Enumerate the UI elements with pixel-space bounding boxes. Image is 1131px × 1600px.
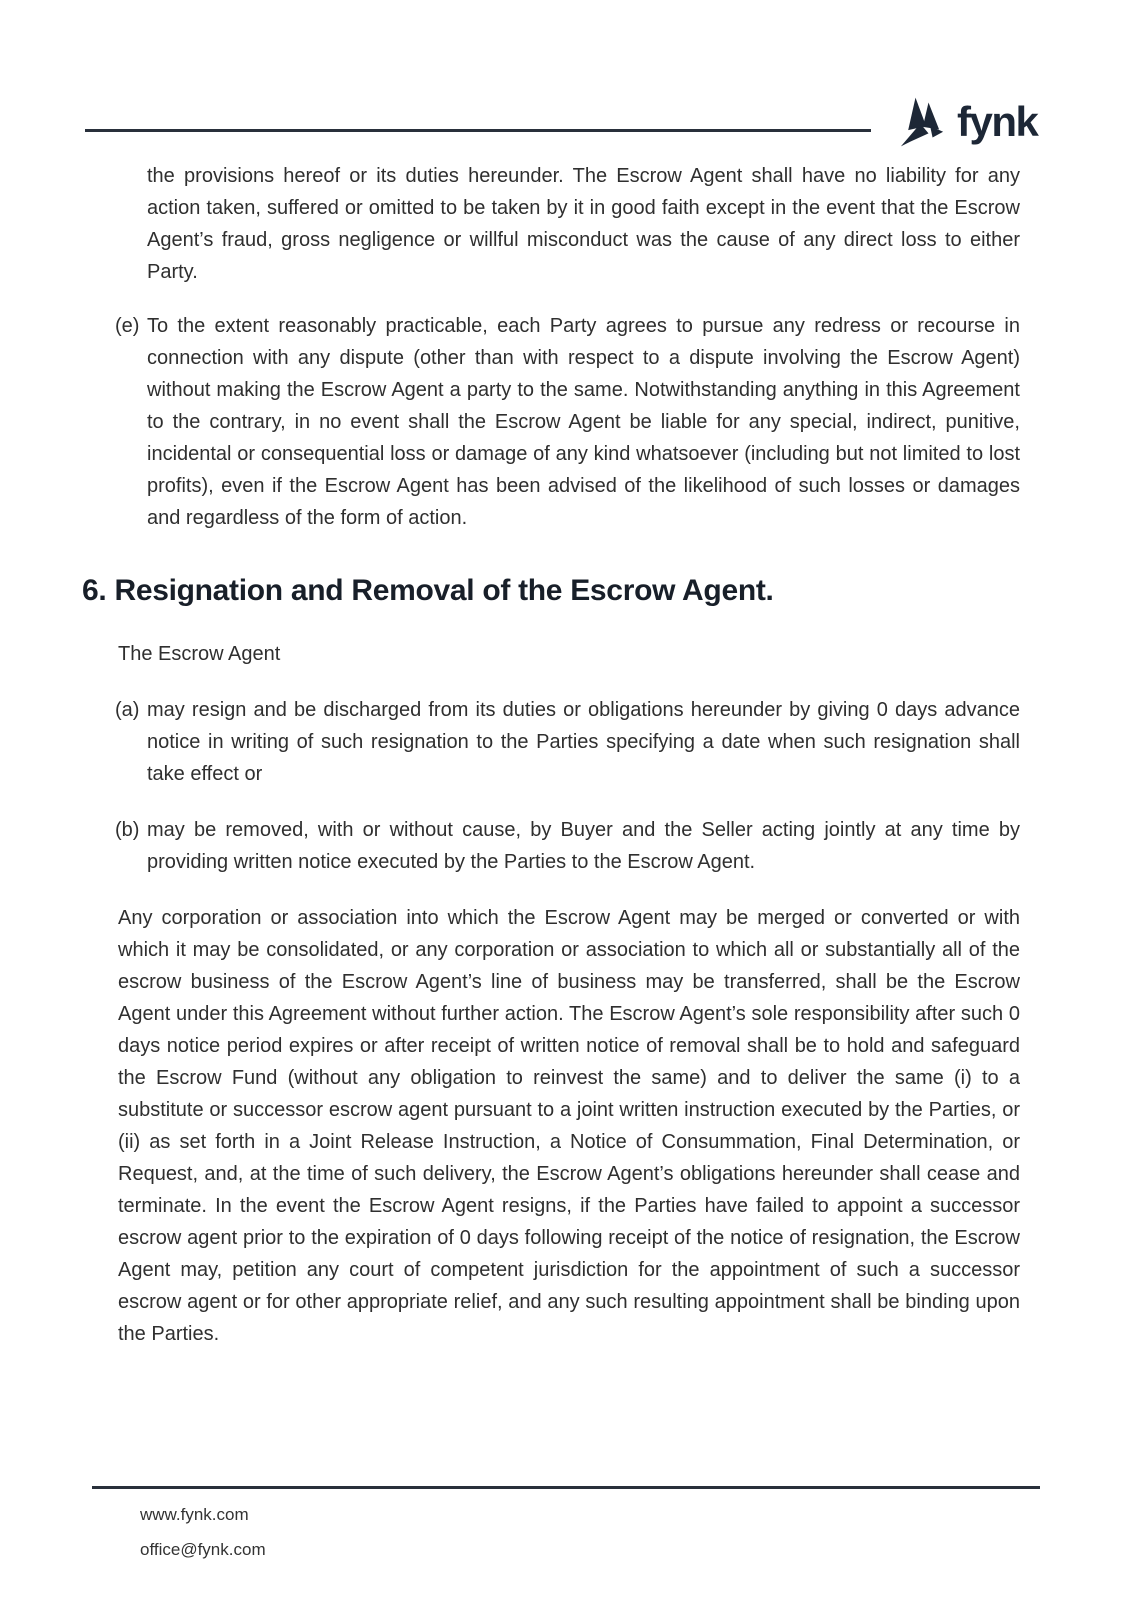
sub-intro-text: The Escrow Agent: [118, 643, 281, 665]
brand-logo: [896, 96, 1037, 148]
document-content: [82, 160, 1020, 1372]
list-item-label: (b): [115, 819, 140, 841]
section-heading: 6. Resignation and Removal of the Escrow Agent.: [82, 574, 774, 607]
list-item-text: To the extent reasonably practicable, each Party agrees to pursue any redress or recourse in connection with any dispute (other than with respect to a dispute involving the Escrow Agent) without making the Escrow Agent a party to the same. Notwithstanding anything in this Agreement to the contrary, in no event shall the Escrow Agent be liable for any special, indirect, punitive, incidental or consequential loss or damage of any kind whatsoever (including but not limited to lost profits), even if the Escrow Agent has been advised of the likelihood of such losses or damages and regardless of the form of action.: [147, 315, 1020, 529]
list-item-text: may be removed, with or without cause, by Buyer and the Seller acting jointly at any time by providing written notice executed by the Parties to the Escrow Agent.: [147, 819, 1020, 873]
list-item-text: may resign and be discharged from its duties or obligations hereunder by giving 0 days advance notice in writing of such resignation to the Parties specifying a date when such resignation shall take effect or: [147, 699, 1020, 785]
footer: [140, 1497, 266, 1567]
closing-paragraph: Any corporation or association into which the Escrow Agent may be merged or converted or with which it may be consolidated, or any corporation or association to which all or substantially all of the escrow business of the Escrow Agent’s line of business may be transferred, shall be the Escrow Agent under this Agreement without further action. The Escrow Agent’s sole responsibility after such 0 days notice period expires or after receipt of written notice of removal shall be to hold and safeguard the Escrow Fund (without any obligation to reinvest the same) and to deliver the same (i) to a substitute or successor escrow agent pursuant to a joint written instruction executed by the Parties, or (ii) as set forth in a Joint Release Instruction, a Notice of Consummation, Final Determination, or Request, and, at the time of such delivery, the Escrow Agent’s obligations hereunder shall cease and terminate. In the event the Escrow Agent resigns, if the Parties have failed to appoint a successor escrow agent prior to the expiration of 0 days following receipt of the notice of resignation, the Escrow Agent may, petition any court of competent jurisdiction for the appointment of such a successor escrow agent or for other appropriate relief, and any such resulting appointment shall be binding upon the Parties.: [118, 907, 1020, 1345]
intro-paragraph: the provisions hereof or its duties hereunder. The Escrow Agent shall have no liability for any action taken, suffered or omitted to be taken by it in good faith except in the event that the Escrow Agent’s fraud, gross negligence or willful misconduct was the cause of any direct loss to either Party.: [147, 165, 1020, 283]
footer-divider: [92, 1486, 1040, 1489]
footer-website: www.fynk.com: [140, 1505, 249, 1524]
list-item-label: (e): [115, 315, 140, 337]
list-item-label: (a): [115, 699, 140, 721]
list-item-b: [115, 814, 1020, 878]
list-item-a: [115, 694, 1020, 790]
list-item-e: [115, 310, 1020, 534]
brand-wordmark: fynk: [957, 98, 1038, 145]
origami-bird-icon: [896, 96, 948, 148]
footer-email: office@fynk.com: [140, 1540, 266, 1559]
header-divider: [85, 129, 871, 132]
